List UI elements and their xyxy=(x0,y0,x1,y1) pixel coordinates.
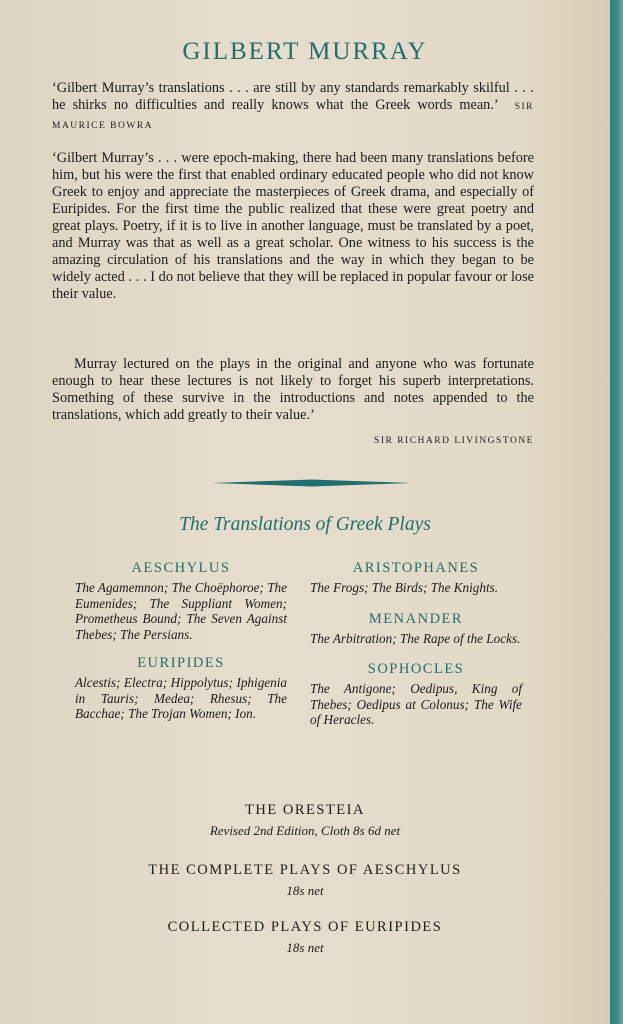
author-block-euripides xyxy=(75,655,287,722)
author-name: MENANDER xyxy=(368,610,464,627)
author-name: EURIPIDES xyxy=(137,655,225,671)
quote-bowra xyxy=(52,80,534,135)
edition-aeschylus xyxy=(0,862,610,899)
author-block-aristophanes xyxy=(310,560,522,596)
quote-bowra-text: ‘Gilbert Murray’s translations . . . are still by any standards remarkably skilful . . . he shirks no difficulties and really knows what the Greek words mean.’ xyxy=(52,80,534,113)
author-works: The Frogs; The Birds; The Knights. xyxy=(310,580,499,595)
quote-bowra-source: SIR MAURICE BOWRA xyxy=(52,102,535,131)
edition-title: COLLECTED PLAYS OF EURIPIDES xyxy=(167,919,443,935)
edition-price: 18s net xyxy=(286,883,324,898)
edition-euripides xyxy=(0,919,610,956)
author-block-aeschylus xyxy=(75,560,287,642)
edition-oresteia xyxy=(0,802,610,839)
quote-livingstone-para-1: ‘Gilbert Murray’s . . . were epoch-making, there had been many translations before him, but his were the first that enabled ordinary educated people who did not know Greek to enjoy and appreciate the masterpieces of Greek drama, and especially of Euripides. For the first time the public realized that these were great poetry and great plays. Poetry, if it is to live in another language, must be translated by a poet, and Murray was that as well as a great scholar. One witness to his success is the amazing circulation of his translations and the way in which they began to be widely acted . . . I do not believe that they will be replaced in popular favour or lose their value. xyxy=(52,150,534,302)
edition-price: 18s net xyxy=(286,940,324,955)
author-works: Alcestis; Electra; Hippolytus; Iphigenia in Tauris; Medea; Rhesus; The Bacchae; The Trojan Women; Ion. xyxy=(75,675,287,721)
left-column xyxy=(75,560,287,722)
author-name: AESCHYLUS xyxy=(131,560,231,576)
author-block-menander xyxy=(310,611,522,647)
translations-heading: The Translations of Greek Plays xyxy=(179,514,431,535)
author-works: The Antigone; Oedipus, King of Thebes; Oedipus at Colonus; The Wife of Heracles. xyxy=(310,681,522,727)
ornamental-divider xyxy=(212,478,412,488)
author-name: SOPHOCLES xyxy=(367,661,465,677)
quote-livingstone-source: SIR RICHARD LIVINGSTONE xyxy=(374,436,534,446)
edition-title: THE ORESTEIA xyxy=(245,802,365,818)
author-name: ARISTOPHANES xyxy=(352,560,480,576)
spine-edge xyxy=(610,0,623,1024)
author-works: The Arbitration; The Rape of the Locks. xyxy=(310,630,521,646)
page-title: GILBERT MURRAY xyxy=(182,38,428,65)
right-column xyxy=(310,560,522,728)
edition-price: Revised 2nd Edition, Cloth 8s 6d net xyxy=(209,823,401,838)
author-works: The Agamemnon; The Choëphoroe; The Eumenides; The Suppliant Women; Prometheus Bound; The Seven Against Thebes; The Persians. xyxy=(75,580,287,642)
edition-title: THE COMPLETE PLAYS OF AESCHYLUS xyxy=(148,862,462,878)
quote-livingstone-para-2: Murray lectured on the plays in the original and anyone who was fortunate enough to hear these lectures is not likely to forget his superb interpretations. Something of these survive in the introductions and notes appended to the translations, which add greatly to their value.’ xyxy=(52,356,534,423)
author-block-sophocles xyxy=(310,661,522,728)
